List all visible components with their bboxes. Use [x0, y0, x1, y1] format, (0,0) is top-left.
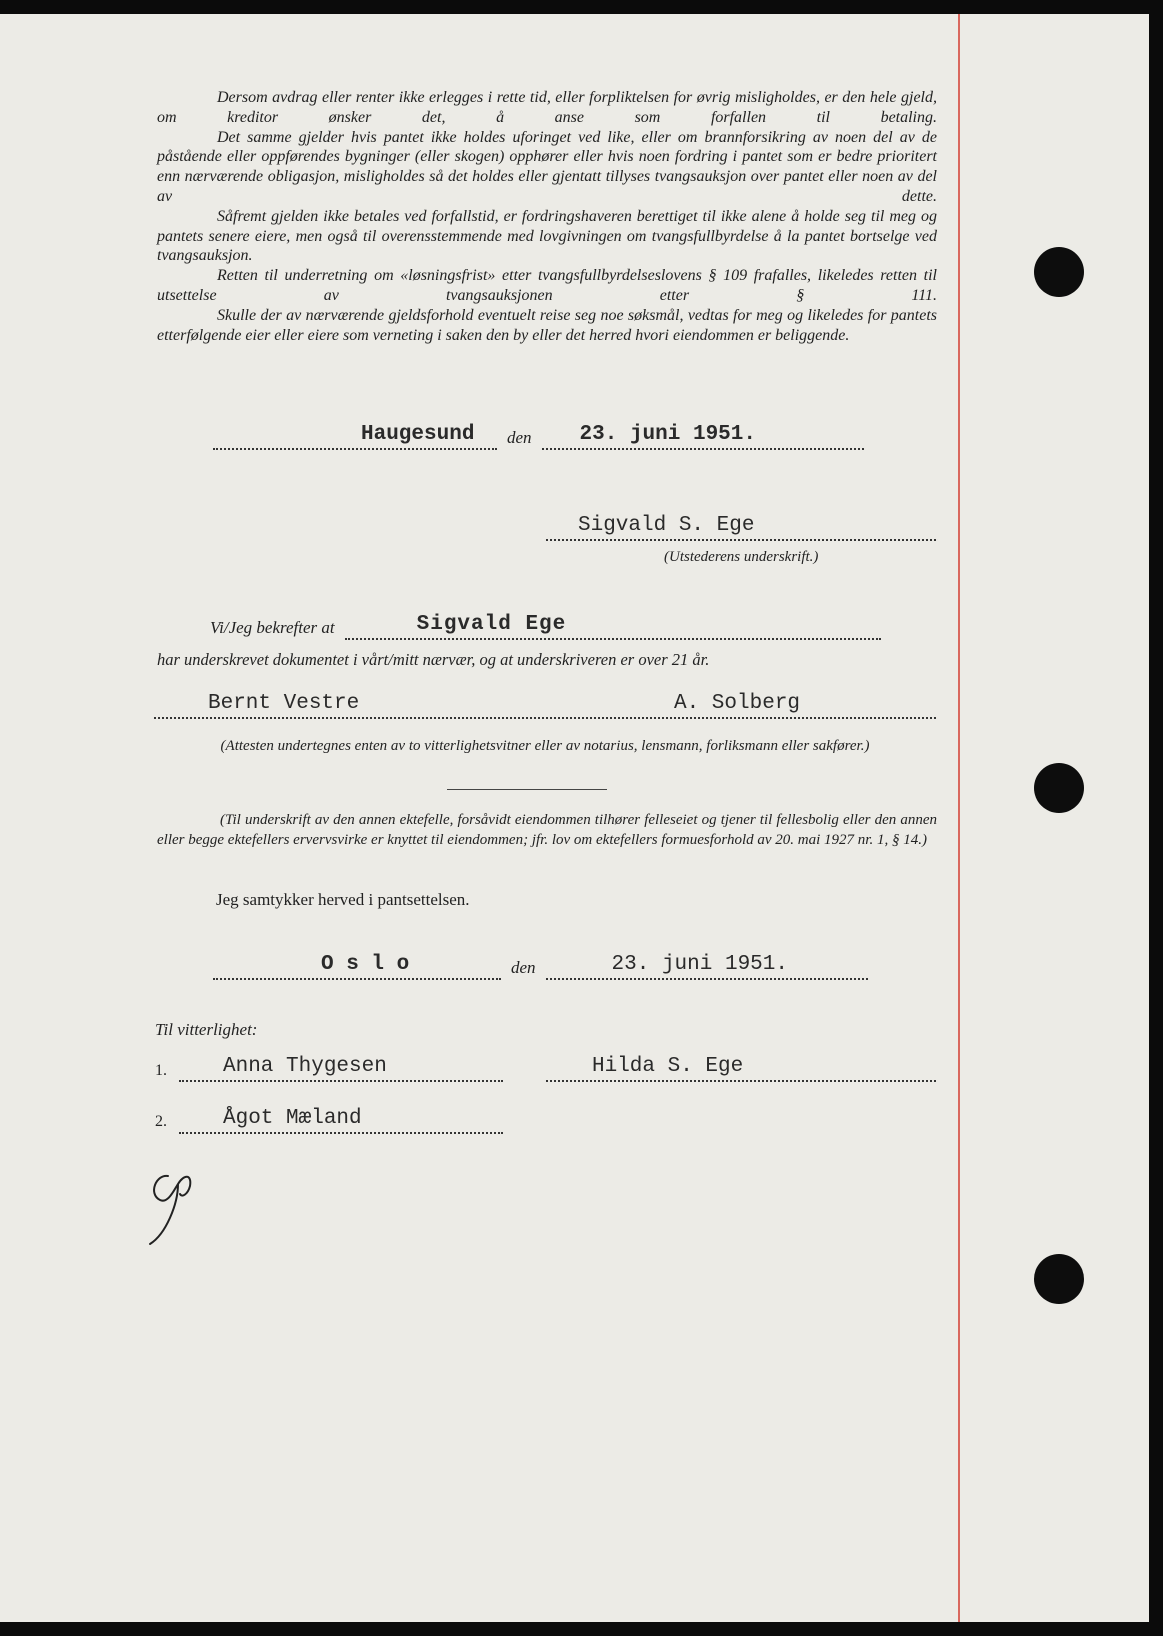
place-field-2 [213, 952, 501, 980]
confirmation-prefix: Vi/Jeg bekrefter at [210, 618, 335, 637]
terms-text [157, 88, 937, 345]
witness-line-1 [179, 1052, 503, 1082]
date-value: 23. juni 1951. [579, 423, 756, 446]
witness-signature-line [154, 687, 936, 719]
issuer-signature-line [546, 511, 936, 541]
consent-text: Jeg samtykker herved i pantsettelsen. [216, 890, 470, 909]
clause-notice: Retten til underretning om «løsningsfrist» etter tvangsfullbyrdelseslovens § 109 frafalles, likeledes retten til utsettelse av tvangsauksjonen etter § 111. [157, 267, 937, 304]
witness-number: 1. [155, 1062, 167, 1079]
punch-hole [1034, 763, 1084, 813]
attest-note: (Attesten undertegnes enten av to vitterlighetsvitner eller av notarius, lensmann, forliksmann eller sakfører.) [220, 738, 870, 754]
place-date-line [213, 422, 864, 450]
place-value-2: O s l o [321, 953, 410, 976]
issuer-name: Sigvald S. Ege [578, 514, 755, 537]
date-field-2 [546, 952, 868, 980]
clause-enforcement: Såfremt gjelden ikke betales ved forfallstid, er fordringshaveren berettiget til ikke alene å holde seg til meg og pantets senere eiere, men også til overensstemmende med lovgivningen om tvangsfullbyrdelse å la pantet bortselge ved tvangsauksjon. [157, 207, 937, 265]
punch-hole [1034, 1254, 1084, 1304]
witness-left-name: Bernt Vestre [208, 692, 360, 715]
punch-hole [1034, 247, 1084, 297]
den-label: den [507, 428, 532, 447]
witness-right-name: A. Solberg [674, 692, 801, 715]
witness-line-2 [179, 1104, 503, 1134]
witness-name-1: Anna Thygesen [223, 1055, 387, 1078]
document-page [0, 14, 1149, 1622]
date-field [542, 422, 864, 450]
place-date-line-2 [213, 952, 868, 980]
divider [447, 789, 607, 790]
margin-line [958, 14, 960, 1622]
confirmation-line [210, 612, 881, 640]
handwritten-initials [138, 1154, 218, 1254]
confirmation-name: Sigvald Ege [416, 613, 567, 636]
witness-name-2: Ågot Mæland [223, 1107, 362, 1130]
clause-default: Dersom avdrag eller renter ikke erlegges i rette tid, eller forpliktelsen for øvrig misligholdes, er den hele gjeld, om kreditor ønsker det, å anse som forfallen til betaling. [157, 89, 937, 126]
clause-insurance: Det samme gjelder hvis pantet ikke holdes uforinget ved like, eller om brannforsikring av noen del av de påstående eller oppførendes bygninger (eller skogen) opphører eller hvis noen fordring i pantet som er bedre prioritert enn nærværende obligasjon, misligholdes så det holdes eller gjentatt tillyses tvangsauksjon over pantet eller noen av del av dette. [157, 128, 937, 205]
witness-heading: Til vitterlighet: [155, 1020, 258, 1039]
witness-number: 2. [155, 1113, 167, 1130]
place-field [213, 422, 497, 450]
place-value: Haugesund [361, 423, 475, 446]
confirmation-name-field [345, 612, 881, 640]
spouse-signature-line [546, 1052, 936, 1082]
issuer-caption: (Utstederens underskrift.) [664, 549, 819, 565]
clause-venue: Skulle der av nærværende gjeldsforhold eventuelt reise seg noe søksmål, vedtas for meg og likeledes for pantets etterfølgende eier eller eiere som verneting i saken den by eller det herred hvori eiendommen er beliggende. [157, 306, 937, 344]
spouse-signature: Hilda S. Ege [592, 1055, 744, 1078]
spouse-note: (Til underskrift av den annen ektefelle, forsåvidt eiendommen tilhører felleseiet og tjener til fellesbolig eller den annen eller begge ektefellers ervervsvirke er knyttet til eiendommen; jfr. lov om ektefellers formuesforhold av 20. mai 1927 nr. 1, § 14.) [157, 812, 937, 848]
den-label-2: den [511, 958, 536, 977]
date-value-2: 23. juni 1951. [611, 953, 788, 976]
confirmation-text: har underskrevet dokumentet i vårt/mitt nærvær, og at underskriveren er over 21 år. [157, 650, 710, 669]
